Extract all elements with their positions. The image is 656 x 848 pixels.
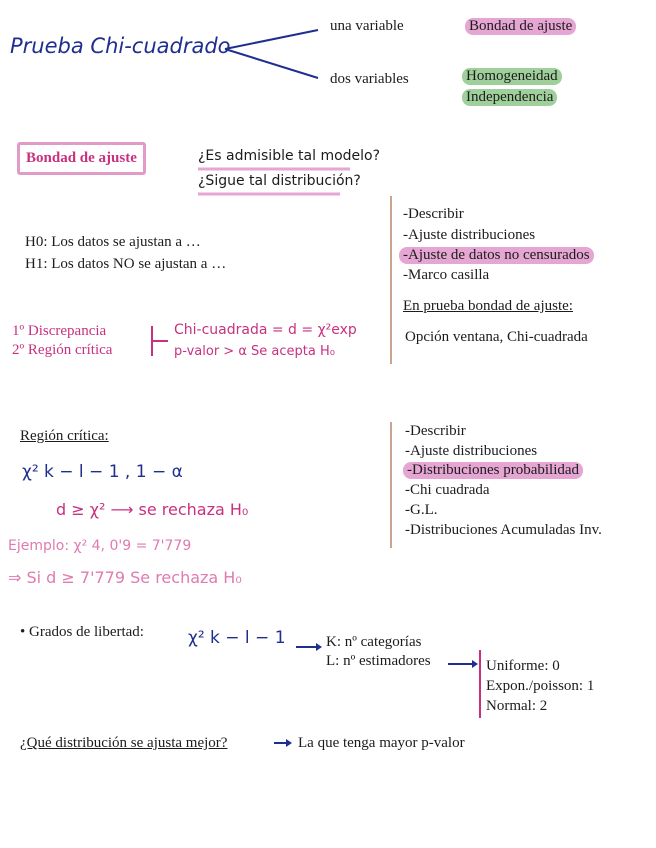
step-discrepancia: 1º Discrepancia — [12, 323, 107, 339]
footer-arrowhead — [286, 739, 292, 747]
step-region-critica: 2º Región crítica — [12, 342, 113, 358]
hypothesis-h1: H1: Los datos NO se ajustan a … — [25, 256, 227, 272]
reject-rule: d ≥ χ² ⟶ se rechaza H₀ — [56, 500, 249, 519]
divider-top — [390, 196, 392, 364]
goodness-of-fit-box: Bondad de ajuste — [17, 142, 146, 175]
menu2-chi-cuadrada: -Chi cuadrada — [405, 482, 490, 498]
menu2-distribuciones-probabilidad: -Distribuciones probabilidad — [403, 462, 583, 479]
menu2-gl: -G.L. — [405, 502, 438, 518]
divider-middle — [390, 422, 392, 548]
region-title: Región crítica: — [20, 428, 109, 444]
menu-ajuste-no-censurados: -Ajuste de datos no censurados — [399, 247, 594, 264]
estimator-normal: Normal: 2 — [486, 698, 548, 714]
chi-statistic: Chi-cuadrada = d = χ²exp — [174, 322, 357, 338]
grados-arrowhead — [316, 643, 322, 651]
menu2-describir: -Describir — [405, 423, 466, 439]
homogeneity-tag: Homogeneidad — [462, 68, 562, 85]
grados-l: L: nº estimadores — [326, 653, 431, 669]
menu2-acumuladas-inv: -Distribuciones Acumuladas Inv. — [405, 522, 602, 538]
menu-sub-option: Opción ventana, Chi-cuadrada — [405, 329, 588, 345]
footer-answer: La que tenga mayor p-valor — [298, 735, 465, 751]
grados-k: K: nº categorías — [326, 634, 422, 650]
chi-index: χ² k − l − 1 , 1 − α — [22, 462, 183, 482]
estimator-uniforme: Uniforme: 0 — [486, 658, 560, 674]
menu2-ajuste-distribuciones: -Ajuste distribuciones — [405, 443, 538, 459]
pvalue-rule: p-valor > α Se acepta H₀ — [174, 344, 335, 359]
hypothesis-h0: H0: Los datos se ajustan a … — [25, 234, 201, 250]
one-variable-label: una variable — [330, 18, 404, 34]
menu-describir: -Describir — [403, 206, 464, 222]
menu-ajuste-distribuciones: -Ajuste distribuciones — [403, 227, 536, 243]
example-rule: ⇒ Si d ≥ 7'779 Se rechaza H₀ — [8, 568, 242, 587]
goodness-of-fit-tag: Bondad de ajuste — [465, 18, 576, 35]
question-distribution: ¿Sigue tal distribución? — [198, 173, 361, 189]
grados-formula: χ² k − l − 1 — [188, 628, 286, 648]
menu-sub-title: En prueba bondad de ajuste: — [403, 298, 573, 314]
estimator-expon-poisson: Expon./poisson: 1 — [486, 678, 595, 694]
footer-question: ¿Qué distribución se ajusta mejor? — [20, 735, 228, 751]
fork-line-lower — [225, 49, 318, 78]
example: Ejemplo: χ² 4, 0'9 = 7'779 — [8, 538, 192, 554]
menu-marco-casilla: -Marco casilla — [403, 267, 490, 283]
two-variables-label: dos variables — [330, 71, 409, 87]
question-admissible: ¿Es admisible tal modelo? — [198, 148, 381, 164]
estimadores-arrowhead — [472, 660, 478, 668]
grados-label: • Grados de libertad: — [20, 624, 144, 640]
main-title: Prueba Chi-cuadrado — [10, 34, 231, 58]
fork-line-upper — [225, 30, 318, 49]
independence-tag: Independencia — [462, 89, 557, 106]
